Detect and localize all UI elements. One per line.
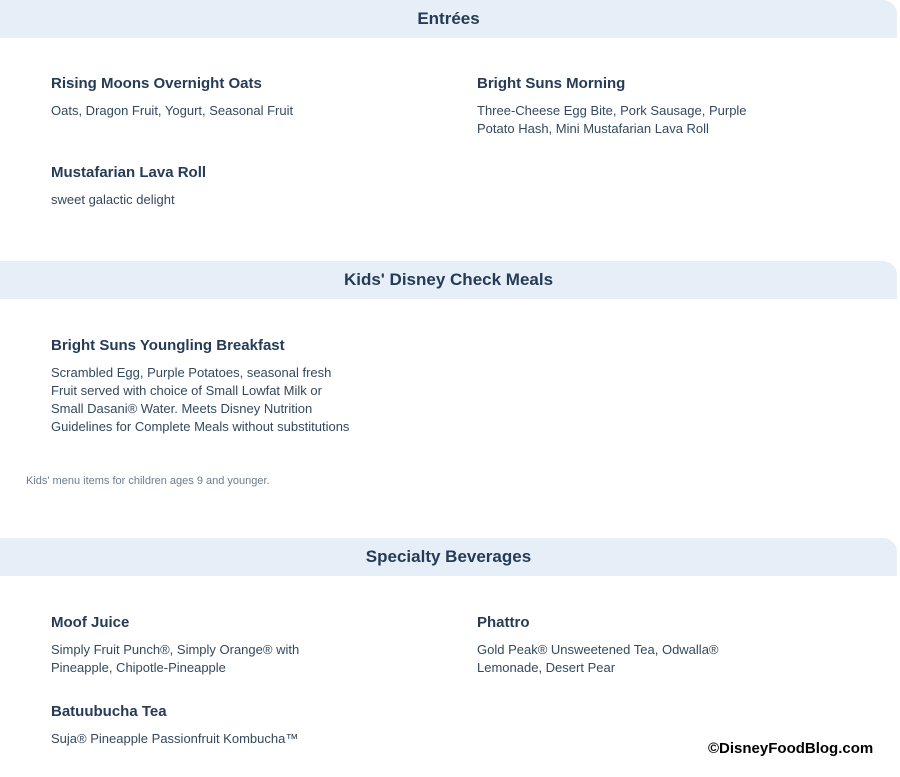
- section-title: Kids' Disney Check Meals: [343, 270, 554, 289]
- section-title: Specialty Beverages: [365, 547, 532, 566]
- watermark: ©DisneyFoodBlog.com: [708, 740, 874, 757]
- menu-item-name: Mustafarian Lava Roll: [51, 164, 207, 181]
- menu-item-name: Batuubucha Tea: [51, 703, 167, 720]
- menu-item-description: Gold Peak® Unsweetened Tea, Odwalla® Lemonade, Desert Pear: [477, 642, 719, 675]
- menu-item-description: Scrambled Egg, Purple Potatoes, seasonal fresh Fruit served with choice of Small Lowfat Milk or Small Dasani® Water. Meets Disney Nutrition Guidelines for Complete Meals without substitutions: [51, 365, 350, 434]
- menu-item-name: Bright Suns Youngling Breakfast: [51, 337, 285, 354]
- menu-item-description: Oats, Dragon Fruit, Yogurt, Seasonal Fruit: [51, 103, 294, 118]
- menu-item: [477, 75, 777, 138]
- menu-item-name: Bright Suns Morning: [477, 75, 626, 92]
- kids-menu-note: Kids' menu items for children ages 9 and younger.: [26, 475, 270, 487]
- section-header-kids-meals: [0, 261, 897, 299]
- section-title: Entrées: [417, 9, 480, 28]
- menu-item: [51, 703, 351, 748]
- menu-item: [477, 614, 777, 677]
- menu-item: [51, 614, 351, 677]
- menu-item-description: sweet galactic delight: [51, 192, 175, 207]
- menu-item-name: Rising Moons Overnight Oats: [51, 75, 262, 92]
- menu-item-name: Phattro: [477, 614, 530, 631]
- section-header-specialty-beverages: [0, 538, 897, 576]
- menu-item: [51, 164, 351, 209]
- menu-item: [51, 75, 351, 120]
- menu-item-description: Three-Cheese Egg Bite, Pork Sausage, Purple Potato Hash, Mini Mustafarian Lava Roll: [477, 103, 747, 136]
- menu-item-description: Simply Fruit Punch®, Simply Orange® with Pineapple, Chipotle-Pineapple: [51, 642, 300, 675]
- section-header-entrees: [0, 0, 897, 38]
- menu-item: [51, 337, 351, 436]
- menu-item-name: Moof Juice: [51, 614, 130, 631]
- menu-item-description: Suja® Pineapple Passionfruit Kombucha™: [51, 731, 299, 746]
